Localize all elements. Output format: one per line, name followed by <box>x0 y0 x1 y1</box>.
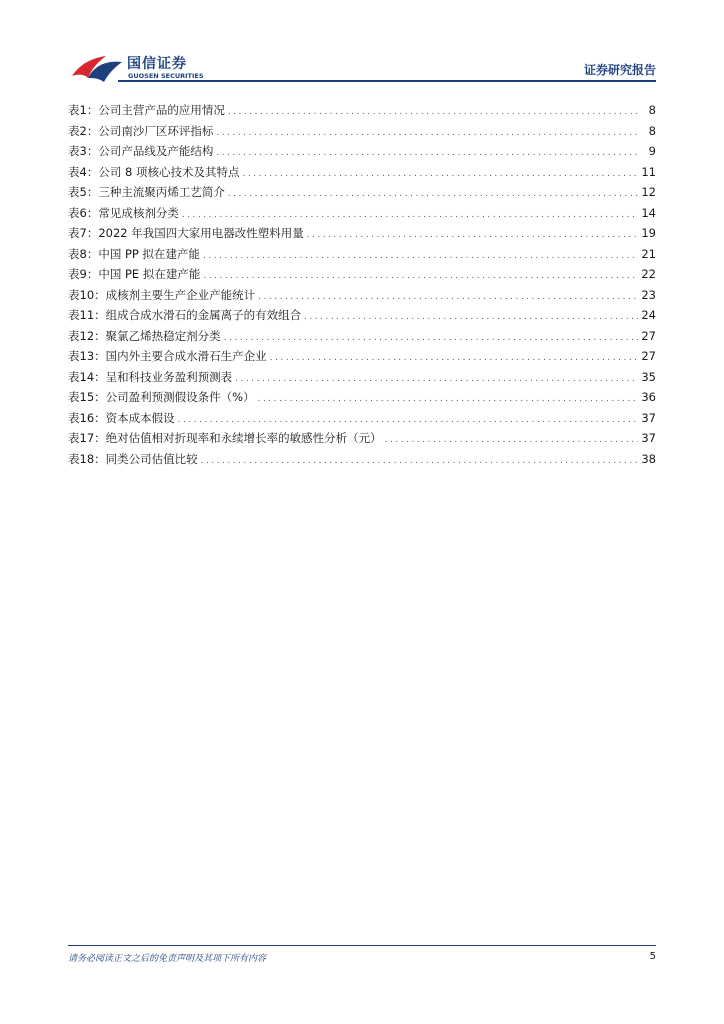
toc-entry-page: 8 <box>648 123 656 138</box>
toc-dot-leader <box>203 246 638 267</box>
toc-entry-title: 绝对估值相对折现率和永续增长率的敏感性分析（元） <box>105 431 382 445</box>
toc-entry-title: 国内外主要合成水滑石生产企业 <box>105 349 267 363</box>
toc-entry-title: 2022 年我国四大家用电器改性塑料用量 <box>98 226 304 240</box>
toc-entry-title: 三种主流聚丙烯工艺简介 <box>98 185 225 199</box>
toc-entry[interactable] <box>68 387 656 408</box>
toc-dot-leader <box>182 205 639 226</box>
toc-entry[interactable] <box>68 223 656 244</box>
toc-entry[interactable] <box>68 182 656 203</box>
toc-entry-page: 36 <box>641 390 656 404</box>
report-type-label: 证券研究报告 <box>583 63 656 77</box>
toc-entry[interactable] <box>68 326 656 347</box>
toc-entry[interactable] <box>68 346 656 367</box>
toc-entry-number: 表8： <box>68 246 99 261</box>
toc-entry-number: 表3： <box>68 144 99 158</box>
toc-entry-title: 中国 PE 拟在建产能 <box>98 267 201 281</box>
toc-dot-leader <box>203 266 638 287</box>
toc-entry[interactable] <box>68 141 656 162</box>
toc-entry-title: 公司主营产品的应用情况 <box>98 103 225 117</box>
toc-entry-page: 27 <box>641 349 656 363</box>
toc-entry-title: 成核剂主要生产企业产能统计 <box>105 287 256 302</box>
toc-entry[interactable] <box>68 367 656 388</box>
toc-entry-number: 表1： <box>68 103 99 117</box>
toc-entry[interactable] <box>68 305 656 326</box>
toc-dot-leader <box>385 430 639 451</box>
toc-dot-leader <box>258 389 639 410</box>
disclaimer-note: 请务必阅读正文之后的免责声明及其项下所有内容 <box>68 954 267 964</box>
toc-entry-number: 表4： <box>68 164 99 179</box>
toc-entry-page: 37 <box>641 410 656 425</box>
toc-dot-leader <box>235 369 638 390</box>
toc-dot-leader <box>178 410 639 431</box>
toc-entry-number: 表6： <box>68 205 99 220</box>
toc-dot-leader <box>228 184 639 205</box>
toc-entry-number: 表10： <box>68 287 106 302</box>
toc-entry-page: 9 <box>648 144 656 158</box>
toc-entry[interactable] <box>68 162 656 183</box>
toc-entry-number: 表7： <box>68 226 99 240</box>
toc-entry[interactable] <box>68 285 656 306</box>
toc-entry-page: 37 <box>641 431 656 445</box>
toc-entry-page: 19 <box>641 226 656 240</box>
toc-entry-number: 表14： <box>68 369 106 384</box>
toc-entry-title: 呈和科技业务盈利预测表 <box>105 369 233 384</box>
header-divider <box>118 80 656 82</box>
toc-entry-number: 表9： <box>68 267 99 281</box>
logo-chinese-name: 国信证券 <box>127 56 187 72</box>
toc-entry[interactable] <box>68 203 656 224</box>
toc-entry-number: 表17： <box>68 431 106 445</box>
toc-entry-page: 8 <box>648 103 656 117</box>
toc-entry[interactable] <box>68 121 656 142</box>
toc-entry[interactable] <box>68 244 656 265</box>
toc-entry-title: 公司产品线及产能结构 <box>98 144 214 158</box>
toc-entry-number: 表2： <box>68 123 99 138</box>
toc-entry-title: 公司南沙厂区环评指标 <box>98 123 214 138</box>
toc-entry-page: 35 <box>641 369 656 384</box>
toc-entry-number: 表12： <box>68 328 106 343</box>
toc-entry-page: 24 <box>641 308 656 322</box>
toc-entry-page: 22 <box>641 267 656 281</box>
toc-dot-leader <box>201 451 639 472</box>
toc-entry-page: 38 <box>641 451 656 466</box>
toc-entry-page: 12 <box>641 185 656 199</box>
toc-dot-leader <box>307 225 639 246</box>
logo-english-name: GUOSEN SECURITIES <box>128 72 204 80</box>
toc-dot-leader <box>216 143 639 164</box>
toc-entry-title: 资本成本假设 <box>105 410 175 425</box>
table-of-contents <box>68 100 656 469</box>
toc-entry-title: 聚氯乙烯热稳定剂分类 <box>105 328 221 343</box>
toc-dot-leader <box>258 287 638 308</box>
toc-dot-leader <box>216 123 639 144</box>
toc-entry[interactable] <box>68 449 656 470</box>
toc-entry-title: 公司 8 项核心技术及其特点 <box>98 164 240 179</box>
toc-entry-title: 中国 PP 拟在建产能 <box>98 246 201 261</box>
toc-dot-leader <box>224 328 639 349</box>
toc-entry[interactable] <box>68 100 656 121</box>
toc-entry-title: 组成合成水滑石的金属离子的有效组合 <box>105 308 302 322</box>
toc-entry-number: 表15： <box>68 390 106 404</box>
toc-entry-title: 常见成核剂分类 <box>98 205 179 220</box>
toc-dot-leader <box>304 307 638 328</box>
toc-entry[interactable] <box>68 428 656 449</box>
toc-entry-number: 表13： <box>68 349 106 363</box>
toc-dot-leader <box>228 102 639 123</box>
toc-entry[interactable] <box>68 264 656 285</box>
toc-entry-number: 表11： <box>68 308 106 322</box>
toc-entry-number: 表5： <box>68 185 99 199</box>
toc-entry-page: 23 <box>641 287 656 302</box>
toc-entry-page: 27 <box>641 328 656 343</box>
toc-entry-title: 公司盈利预测假设条件（%） <box>105 390 255 404</box>
toc-dot-leader <box>242 164 638 185</box>
toc-dot-leader <box>270 348 639 369</box>
toc-entry-title: 同类公司估值比较 <box>105 451 198 466</box>
page-header <box>0 0 724 90</box>
toc-entry[interactable] <box>68 408 656 429</box>
page-number: 5 <box>649 951 656 962</box>
toc-entry-number: 表18： <box>68 451 106 466</box>
footer-divider <box>68 945 656 946</box>
toc-entry-number: 表16： <box>68 410 106 425</box>
toc-entry-page: 14 <box>641 205 656 220</box>
toc-entry-page: 21 <box>641 246 656 261</box>
toc-entry-page: 11 <box>641 164 656 179</box>
